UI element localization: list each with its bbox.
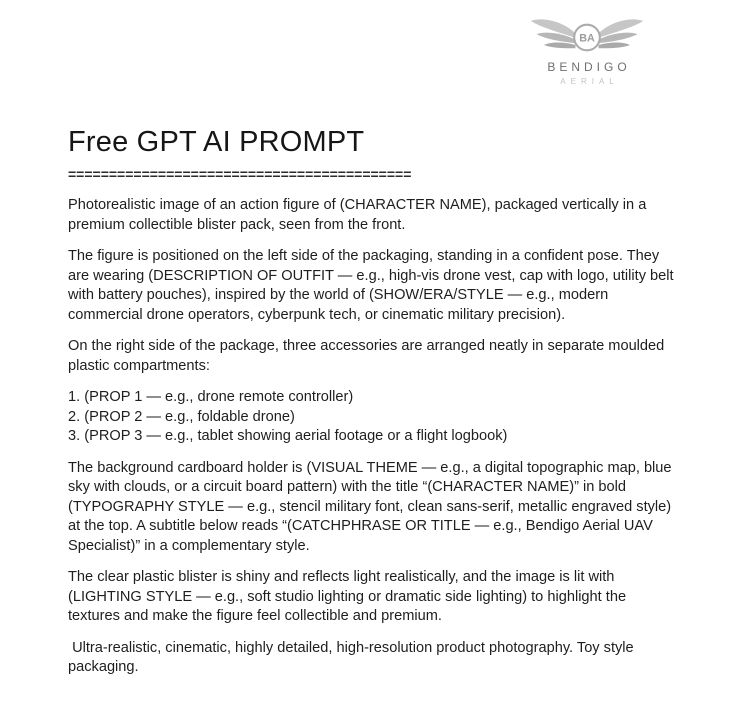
prop-list — [68, 388, 680, 447]
prop-list-item-2: 2. (PROP 2 — e.g., foldable drone) — [68, 408, 295, 425]
prompt-paragraph-photorealistic: Photorealistic image of an action figure of (CHARACTER NAME), packaged vertically in a premium collectible blister pack, seen from the front. — [68, 197, 651, 233]
page-title: Free GPT AI PROMPT — [68, 126, 365, 158]
logo-tagline: AERIAL — [560, 77, 619, 86]
prop-list-item-3: 3. (PROP 3 — e.g., tablet showing aerial footage or a flight logbook) — [68, 428, 508, 444]
prompt-paragraph-accessories: On the right side of the package, three accessories are arranged neatly in separate moulded plastic compartments: — [68, 338, 669, 374]
title-divider: ========================================== — [68, 166, 412, 182]
prop-list-item-1: 1. (PROP 1 — e.g., drone remote controller) — [68, 389, 354, 405]
wings-logo-icon — [529, 16, 645, 59]
bendigo-aerial-logo — [529, 16, 645, 86]
prompt-paragraph-style: Ultra-realistic, cinematic, highly detailed, high-resolution product photography. Toy style packaging. — [68, 639, 638, 675]
logo-monogram: BA — [579, 32, 595, 45]
prompt-paragraph-background: The background cardboard holder is (VISUAL THEME — e.g., a digital topographic map, blue sky with clouds, or a circuit board pattern) with the title “(CHARACTER NAME)” in bold (TYPOGRAPHY STYLE — e.g., stencil military font, clean sans-serif, metallic engraved style) at the top. A subtitle below reads “(CATCHPHRASE OR TITLE — e.g., Bendigo Aerial UAV Specialist)” in a complementary style. — [68, 459, 676, 554]
prompt-paragraph-figure-position: The figure is positioned on the left side of the packaging, standing in a confident pose. They are wearing (DESCRIPTION OF OUTFIT — e.g., high-vis drone vest, cap with logo, utility belt with battery pouches), inspired by the world of (SHOW/ERA/STYLE — e.g., modern commercial drone operators, cyberpunk tech, or cinematic military precision). — [68, 248, 678, 323]
logo-brand-name: BENDIGO — [547, 60, 631, 74]
prompt-document — [68, 126, 680, 678]
prompt-paragraph-lighting: The clear plastic blister is shiny and reflects light realistically, and the image is lit with (LIGHTING STYLE — e.g., soft studio lighting or dramatic side lighting) to highlight the textures and make the figure feel collectible and premium. — [68, 569, 631, 624]
